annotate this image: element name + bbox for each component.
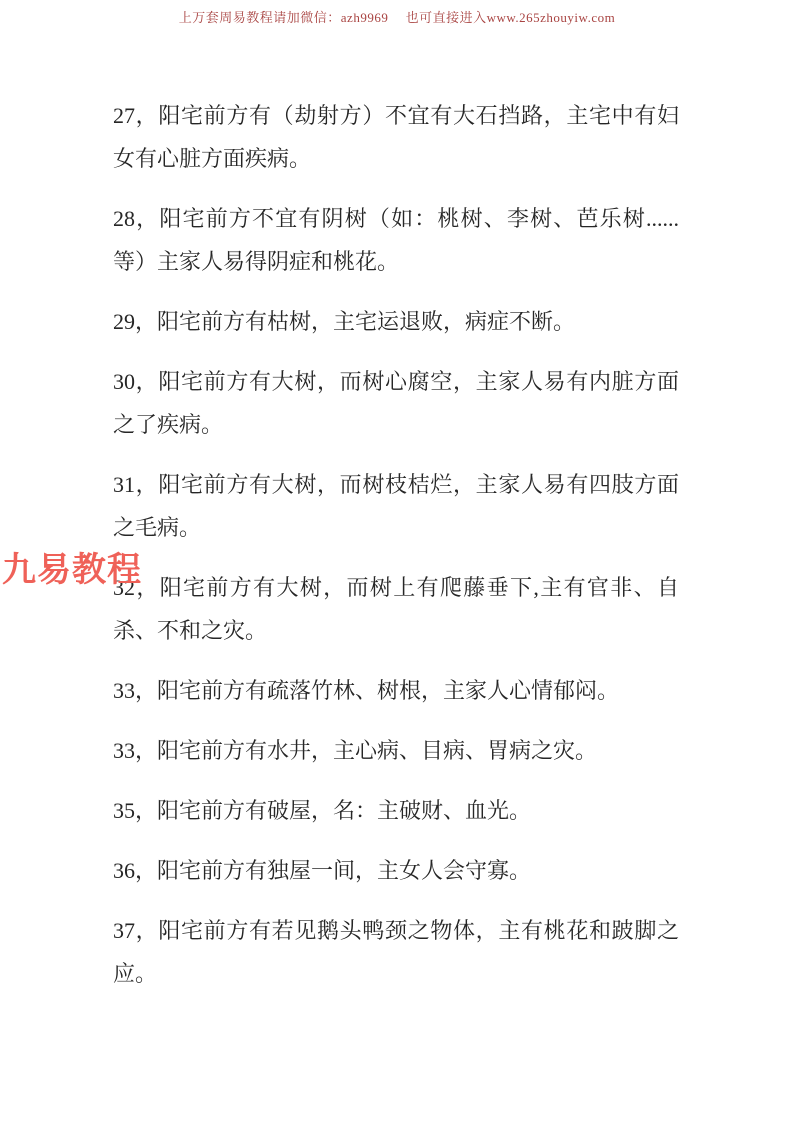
paragraph-33b: 33，阳宅前方有水井，主心病、目病、胃病之灾。 <box>113 738 598 763</box>
paragraph-31: 31，阳宅前方有大树，而树枝桔烂，主家人易有四肢方面之毛病。 <box>113 472 679 540</box>
paragraph-28: 28，阳宅前方不宜有阴树（如：桃树、李树、芭乐树......等）主家人易得阴症和桃花。 <box>113 206 679 274</box>
paragraph-35: 35，阳宅前方有破屋，名：主破财、血光。 <box>113 798 532 823</box>
document-body <box>113 94 679 1012</box>
paragraph-29: 29，阳宅前方有枯树，主宅运退败，病症不断。 <box>113 309 576 334</box>
paragraph-30: 30，阳宅前方有大树，而树心腐空，主家人易有内脏方面之了疾病。 <box>113 369 679 437</box>
paragraph-32: 32，阳宅前方有大树，而树上有爬藤垂下,主有官非、自杀、不和之灾。 <box>113 575 679 643</box>
paragraph-27: 27，阳宅前方有（劫射方）不宜有大石挡路，主宅中有妇女有心脏方面疾病。 <box>113 103 679 171</box>
paragraph-37: 37，阳宅前方有若见鹅头鸭颈之物体，主有桃花和跛脚之应。 <box>113 918 679 986</box>
watermark-logo: 九易教程 <box>2 551 142 589</box>
paragraph-36: 36，阳宅前方有独屋一间，主女人会守寡。 <box>113 858 532 883</box>
paragraph-33a: 33，阳宅前方有疏落竹林、树根，主家人心情郁闷。 <box>113 678 620 703</box>
header-notice: 上万套周易教程请加微信：azh9969 也可直接进入www.265zhouyiw.com <box>178 10 616 25</box>
